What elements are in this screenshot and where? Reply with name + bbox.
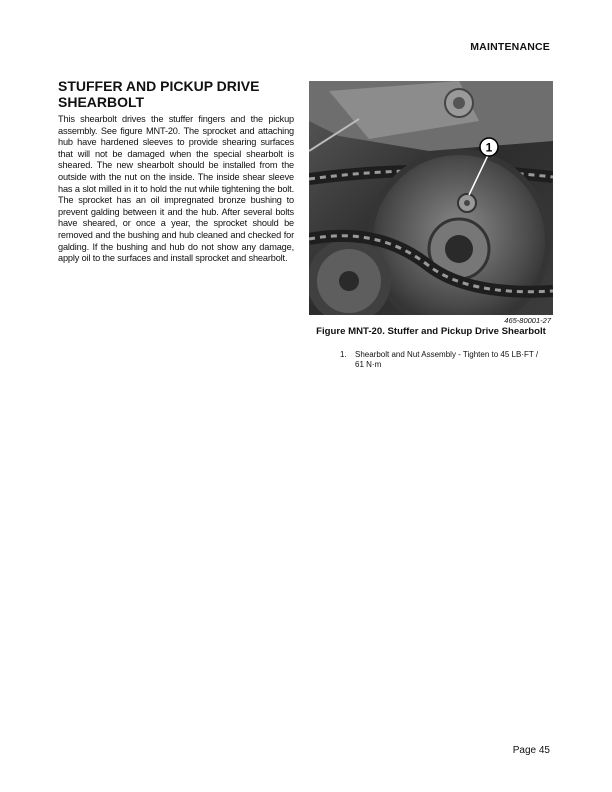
- figure-caption: Figure MNT-20. Stuffer and Pickup Drive Shearbolt: [316, 326, 546, 337]
- sprocket-photo: [309, 81, 553, 315]
- callout-1-label: 1: [485, 140, 493, 155]
- photo-id: 465-80001-27: [504, 316, 551, 325]
- legend-item: [340, 350, 540, 370]
- section-title: STUFFER AND PICKUP DRIVE SHEARBOLT: [58, 78, 260, 110]
- legend-item-text: Shearbolt and Nut Assembly - Tighten to 45 LB·FT / 61 N·m: [355, 350, 539, 369]
- running-header: MAINTENANCE: [470, 41, 550, 53]
- page-number: Page 45: [512, 745, 550, 756]
- section-body-text: This shearbolt drives the stuffer fingers and the pickup assembly. See figure MNT-20. The sprocket and attaching hub have hardened sleeves to provide shearing surfaces that will not be damaged when the special shearbolt is sheared. The new shearbolt should be installed from the outside with the nut on the inside. The inside shear sleeve has a slot milled in it to hold the nut while tightening the bolt. The sprocket has an oil impregnated bronze bushing to prevent galding between it and the hub. After several bolts have sheared, or once a year, the sprocket should be removed and the bushing and hub cleaned and checked for galding. If the bushing and hub do not show any damage, apply oil to the surfaces and install sprocket and shearbolt.: [58, 114, 294, 264]
- figure-legend: [340, 350, 540, 370]
- sprocket-photo-illustration: [309, 81, 553, 315]
- legend-item-number: 1.: [340, 350, 347, 359]
